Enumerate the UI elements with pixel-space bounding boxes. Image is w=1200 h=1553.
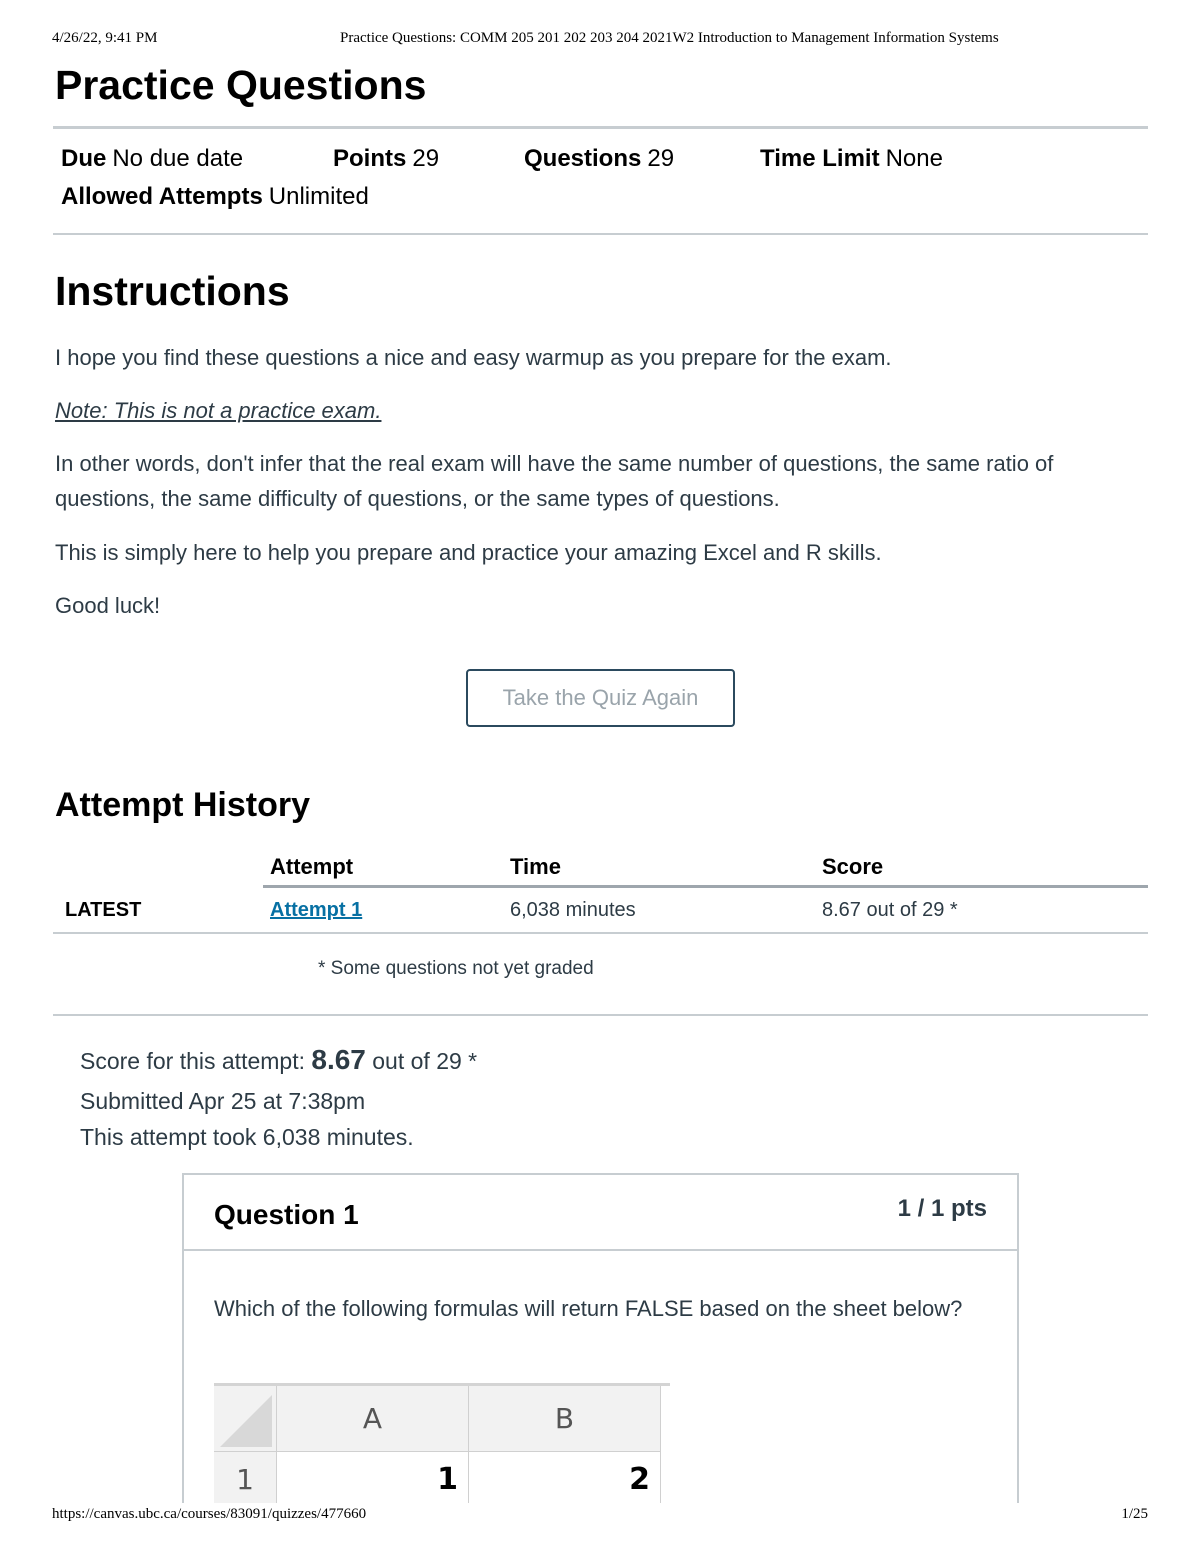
history-divider (53, 1014, 1148, 1016)
instructions-title: Instructions (55, 268, 290, 314)
column-header-score: Score (822, 854, 884, 879)
question-points: 1 / 1 pts (897, 1195, 987, 1222)
cell-b1: 2 (469, 1452, 661, 1503)
cell-a1: 1 (277, 1452, 469, 1503)
print-header (52, 30, 1148, 50)
points-detail (333, 145, 439, 173)
time-limit-label: Time Limit (760, 145, 880, 172)
question-header (184, 1175, 1017, 1251)
points-label: Points (333, 145, 407, 172)
print-document-title: Practice Questions: COMM 205 201 202 203 204 2021W2 Introduction to Management Information Systems (340, 30, 999, 46)
question-title: Question 1 (214, 1199, 359, 1230)
table-header (53, 848, 1148, 886)
quiz-details (61, 145, 1141, 221)
attempt-time: 6,038 minutes (510, 899, 636, 921)
not-graded-footnote: * Some questions not yet graded (318, 958, 594, 979)
questions-label: Questions (524, 145, 642, 172)
instructions-note: Note: This is not a practice exam. (55, 398, 382, 423)
column-header-a: A (277, 1386, 469, 1452)
take-quiz-again-button[interactable]: Take the Quiz Again (466, 669, 735, 727)
attempt-history-table (53, 848, 1148, 934)
attempt-history-title: Attempt History (55, 786, 311, 824)
questions-value: 29 (647, 145, 675, 172)
column-header-time: Time (510, 854, 561, 879)
instructions-paragraph: In other words, don't infer that the real exam will have the same number of questions, the same ratio of questions, the same difficulty of questions, or the same types of questions. (55, 451, 1054, 511)
latest-tag: LATEST (65, 899, 142, 921)
points-value: 29 (412, 145, 440, 172)
attempts-detail (61, 183, 369, 211)
page-title: Practice Questions (55, 62, 427, 108)
column-header-b: B (469, 1386, 661, 1452)
print-page-number: 1/25 (1121, 1506, 1148, 1522)
print-url: https://canvas.ubc.ca/courses/83091/quizzes/477660 (52, 1506, 367, 1522)
attempt-score: 8.67 out of 29 * (822, 899, 958, 921)
time-limit-value: None (885, 145, 943, 172)
print-footer (52, 1506, 1148, 1526)
due-detail (61, 145, 243, 173)
attempt-score-summary (80, 1044, 980, 1076)
row-header-1: 1 (214, 1452, 277, 1503)
score-prefix: Score for this attempt: (80, 1048, 305, 1074)
instructions-paragraph: Good luck! (55, 593, 161, 618)
attempt-link[interactable]: Attempt 1 (270, 899, 363, 921)
score-value: 8.67 (311, 1044, 366, 1075)
print-date: 4/26/22, 9:41 PM (52, 30, 158, 46)
score-suffix: out of 29 * (372, 1048, 478, 1074)
attempts-value: Unlimited (268, 183, 369, 210)
attempts-label: Allowed Attempts (61, 183, 263, 210)
spreadsheet-image (214, 1383, 670, 1503)
submitted-time: Submitted Apr 25 at 7:38pm (80, 1088, 366, 1114)
due-value: No due date (112, 145, 244, 172)
questions-detail (524, 145, 674, 173)
instructions-paragraph: I hope you find these questions a nice and easy warmup as you prepare for the exam. (55, 345, 892, 370)
column-header-attempt: Attempt (270, 854, 354, 879)
question-text: Which of the following formulas will return FALSE based on the sheet below? (214, 1296, 963, 1321)
table-row (53, 886, 1148, 934)
select-all-corner (214, 1386, 277, 1452)
attempt-duration: This attempt took 6,038 minutes. (80, 1124, 414, 1150)
instructions-paragraph: This is simply here to help you prepare and practice your amazing Excel and R skills. (55, 540, 882, 565)
question-card (182, 1173, 1019, 1503)
details-divider (53, 233, 1148, 235)
title-divider (53, 126, 1148, 129)
time-limit-detail (760, 145, 943, 173)
due-label: Due (61, 145, 107, 172)
